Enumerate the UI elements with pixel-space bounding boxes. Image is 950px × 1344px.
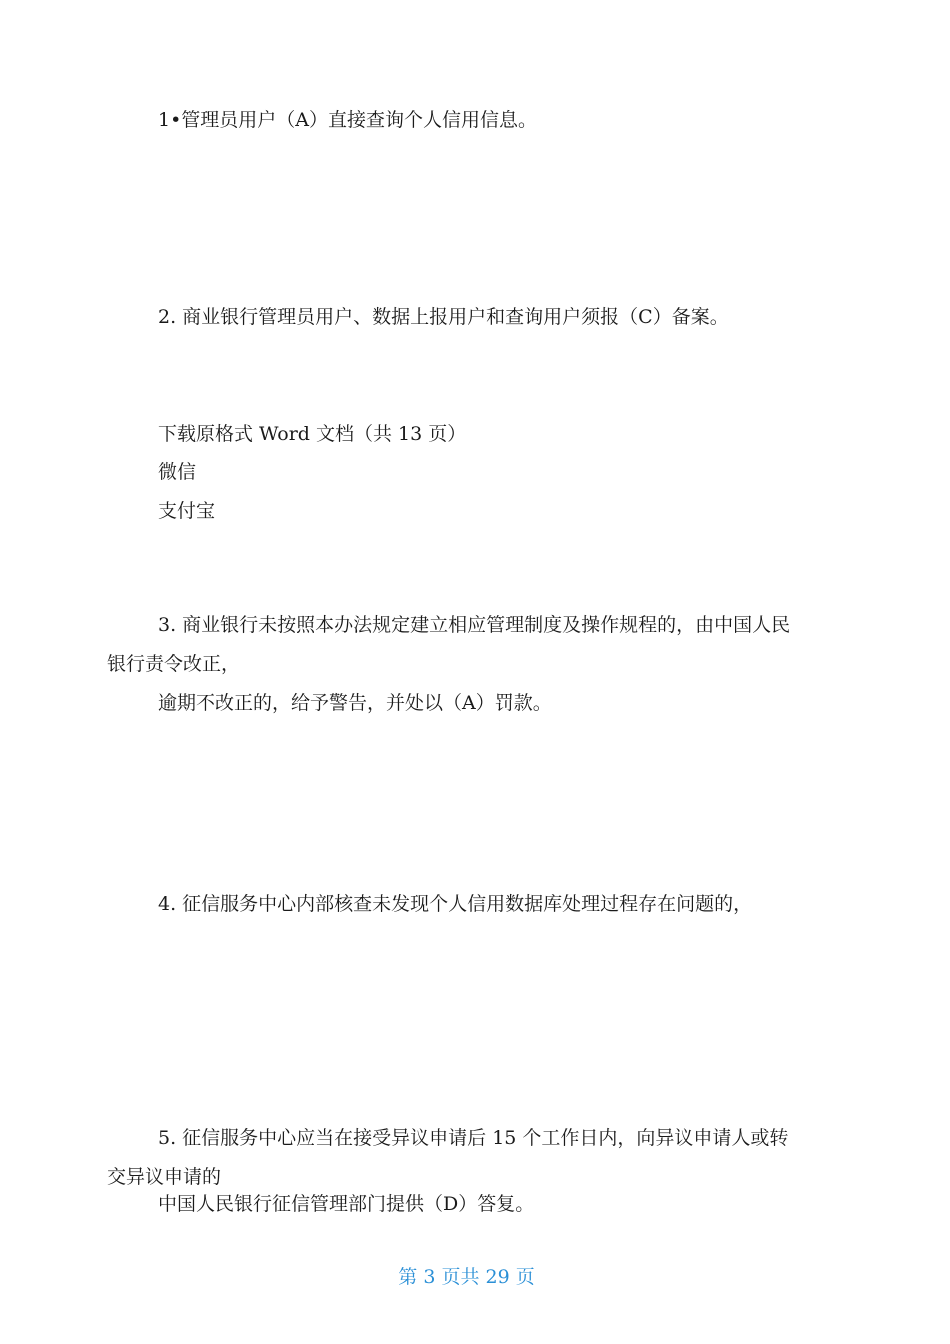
question-4: 4. 征信服务中心内部核查未发现个人信用数据库处理过程存在问题的， xyxy=(158,893,753,915)
wechat-pay-option[interactable]: 微信 xyxy=(158,461,197,483)
question-3-line-3: 逾期不改正的，给予警告，并处以（A）罚款。 xyxy=(158,692,552,714)
question-1: 1•管理员用户（A）直接查询个人信用信息。 xyxy=(158,109,538,131)
question-5-line-3: 中国人民银行征信管理部门提供（D）答复。 xyxy=(158,1193,535,1215)
question-5-line-2: 交异议申请的 xyxy=(107,1166,222,1188)
alipay-option[interactable]: 支付宝 xyxy=(158,500,216,522)
question-2: 2. 商业银行管理员用户、数据上报用户和查询用户须报（C）备案。 xyxy=(158,306,729,328)
download-word-link[interactable]: 下载原格式 Word 文档（共 13 页） xyxy=(158,423,467,445)
question-3-line-1: 3. 商业银行未按照本办法规定建立相应管理制度及操作规程的，由中国人民 xyxy=(158,614,791,636)
page-indicator: 第 3 页共 29 页 xyxy=(398,1266,535,1288)
question-5-line-1: 5. 征信服务中心应当在接受异议申请后 15 个工作日内，向异议申请人或转 xyxy=(158,1127,789,1149)
question-3-line-2: 银行责令改正， xyxy=(107,653,241,675)
